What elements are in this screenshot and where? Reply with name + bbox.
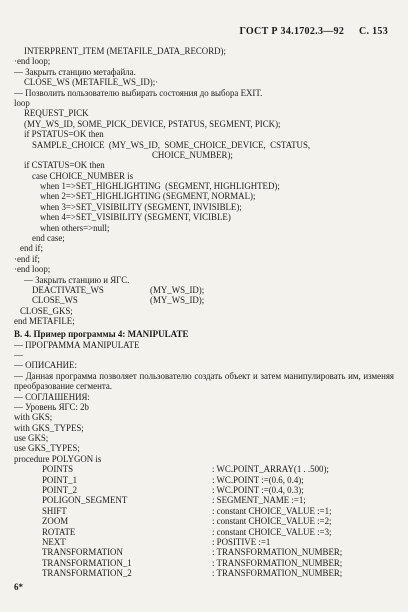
declaration-line (14, 485, 394, 495)
declaration-type: : constant CHOICE_VALUE :=1; (212, 505, 332, 516)
declaration-name: TRANSFORMATION_2 (42, 568, 132, 579)
code-line: — Закрыть станцию и ЯГС. (24, 274, 130, 285)
code-line: when 3=>SET_VISIBILITY (SEGMENT, INVISIBLE); (40, 201, 242, 212)
description-paragraph: — Данная программа позволяет пользователю создать объект и затем манипулировать им, изменяя преобразование сегмента. (14, 370, 394, 392)
code-line: end if; (20, 243, 43, 254)
declaration-type: : TRANSFORMATION_NUMBER; (212, 557, 343, 568)
code-block-top (14, 46, 394, 285)
code-line: ·end loop; (14, 264, 51, 275)
declaration-name: SHIFT (42, 505, 67, 516)
section-heading: В. 4. Пример программы 4: MANIPULATE (14, 328, 189, 339)
code-line: if PSTATUS=OK then (24, 129, 104, 140)
signature-mark: 6* (14, 582, 23, 592)
declaration-type: : POSITIVE :=1 (212, 537, 271, 547)
code-line: — ОПИСАНИЕ: (14, 360, 77, 371)
call-args: (MY_WS_ID); (150, 284, 205, 295)
declaration-name: ZOOM (42, 516, 69, 527)
declaration-line (14, 537, 394, 547)
declaration-line (14, 475, 394, 485)
code-block-mid (14, 306, 394, 327)
code-line (14, 295, 394, 305)
declaration-line (14, 506, 394, 516)
declaration-type: : WC.POINT :=(0.6, 0.4); (212, 474, 304, 485)
code-line: INTERPRENT_ITEM (METAFILE_DATA_RECORD); (24, 46, 226, 56)
declaration-type: : SEGMENT_NAME :=1; (212, 495, 306, 506)
code-line: (MY_WS_ID, SOME_PICK_DEVICE, PSTATUS, SEGMENT, PICK); (24, 118, 281, 129)
declaration-line (14, 516, 394, 526)
declaration-type: : constant CHOICE_VALUE :=2; (212, 516, 332, 527)
code-line: use GKS_TYPES; (14, 443, 80, 454)
standard-number: ГОСТ Р 34.1702.3—92 (239, 26, 345, 37)
declarations-block (14, 464, 394, 578)
page-number: С. 153 (358, 26, 388, 37)
code-block-deactivate (14, 285, 394, 306)
code-line: with GKS_TYPES; (14, 422, 84, 433)
declaration-line (14, 568, 394, 578)
declaration-name: NEXT (42, 537, 66, 547)
declaration-line (14, 558, 394, 568)
code-line: — СОГЛАШЕНИЯ: (14, 391, 90, 402)
code-line (14, 285, 394, 295)
declaration-type: : TRANSFORMATION_NUMBER; (212, 568, 343, 579)
code-line: CLOSE_GKS; (20, 305, 73, 316)
call-name: CLOSE_WS (32, 295, 78, 306)
call-args: (MY_WS_ID); (150, 295, 205, 306)
code-block-program-header (14, 340, 394, 371)
code-line: loop (14, 97, 30, 108)
code-line: ·end loop; (14, 56, 51, 67)
code-line: if CSTATUS=OK then (24, 160, 105, 171)
page-body (14, 46, 394, 579)
declaration-name: POINTS (42, 464, 74, 475)
code-line: end case; (32, 233, 65, 244)
declaration-name: POINT_1 (42, 474, 78, 485)
code-line: when others=>null; (40, 222, 110, 233)
code-line: — Закрыть станцию метафайла. (14, 66, 136, 77)
declaration-type: : WC.POINT :=(0.4, 0.3); (212, 485, 304, 496)
code-line: SAMPLE_CHOICE (MY_WS_ID, SOME_CHOICE_DEVICE, CSTATUS, (32, 139, 311, 150)
page-header (227, 26, 388, 37)
code-line: with GKS; (14, 412, 53, 423)
declaration-name: POLIGON_SEGMENT (42, 495, 128, 506)
code-line: CLOSE_WS (METAFILE_WS_ID);· (24, 77, 159, 88)
call-name: DEACTIVATE_WS (32, 284, 104, 295)
declaration-line (14, 547, 394, 557)
code-block-conventions (14, 392, 394, 465)
code-line: when 4=>SET_VISIBILITY (SEGMENT, VICIBLE) (40, 212, 231, 223)
declaration-type: : WC.POINT_ARRAY(1 . .500); (212, 464, 329, 475)
declaration-line (14, 464, 394, 474)
code-line: procedure POLYGON is (14, 453, 102, 464)
code-line: when 2=>SET_HIGHLIGHTING (SEGMENT, NORMAL); (40, 191, 256, 202)
declaration-name: TRANSFORMATION_1 (42, 557, 132, 568)
code-line: — ПРОГРАММА MANIPULATE (14, 339, 140, 350)
declaration-line (14, 495, 394, 505)
declaration-line (14, 527, 394, 537)
code-line: ·end if; (14, 253, 40, 264)
declaration-name: POINT_2 (42, 485, 78, 496)
code-line: REQUEST_PICK (24, 108, 89, 119)
declaration-type: : TRANSFORMATION_NUMBER; (212, 547, 343, 558)
declaration-name: TRANSFORMATION (42, 547, 123, 558)
code-line: — Позволить пользователю выбирать состояния до выбора EXIT. (14, 87, 263, 98)
code-line: end METAFILE; (14, 316, 75, 327)
code-line: — (14, 349, 23, 360)
code-line: case CHOICE_NUMBER is (32, 170, 134, 181)
code-line: CHOICE_NUMBER); (152, 149, 233, 160)
code-line: — Уровень ЯГС: 2b (14, 401, 89, 412)
declaration-type: : constant CHOICE_VALUE :=3; (212, 526, 332, 537)
declaration-name: ROTATE (42, 526, 76, 537)
code-line: when 1=>SET_HIGHLIGHTING (SEGMENT, HIGHLIGHTED); (40, 181, 280, 192)
code-line: use GKS; (14, 433, 49, 444)
